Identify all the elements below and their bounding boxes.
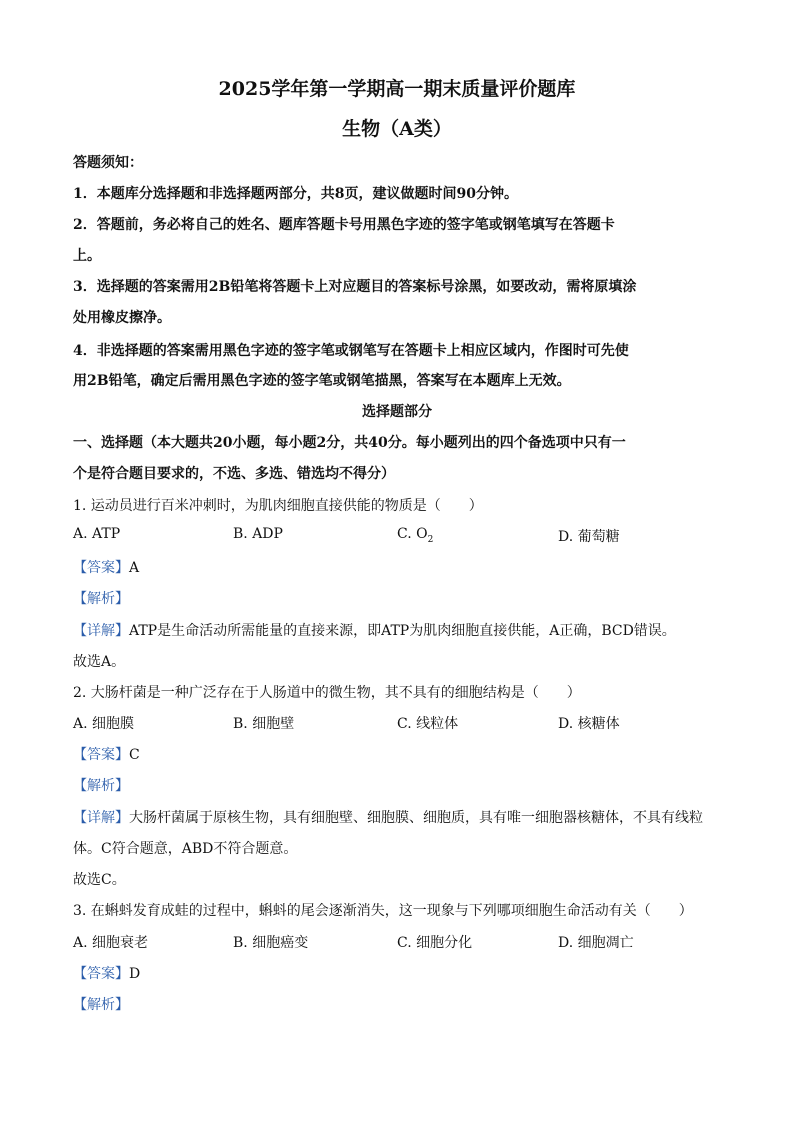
detail-tag: 【详解】	[73, 623, 129, 639]
answer-line	[73, 557, 139, 577]
answer-value: D	[129, 966, 141, 982]
section-title: 选择题部分	[362, 404, 432, 420]
notice-line: 1．本题库分选择题和非选择题两部分，共8页，建议做题时间90分钟。	[73, 186, 518, 202]
answer-line	[73, 744, 140, 764]
subscript: 2	[427, 534, 434, 545]
answer-value: A	[129, 560, 140, 576]
notice-line: 4．非选择题的答案需用黑色字迹的签字笔或钢笔写在答题卡上相应区域内，作图时可先使	[73, 343, 629, 359]
option-c: C. 线粒体	[397, 716, 459, 732]
question-stem: 1. 运动员进行百米冲刺时，为肌肉细胞直接供能的物质是（ ）	[73, 498, 483, 514]
answer-value: C	[129, 747, 140, 763]
notice-line: 3．选择题的答案需用2B铅笔将答题卡上对应题目的答案标号涂黑，如要改动，需将原填涂	[73, 279, 637, 295]
conclusion: 故选C。	[73, 872, 126, 888]
conclusion: 故选A。	[73, 654, 126, 670]
part-intro-line: 个是符合题目要求的，不选、多选、错选均不得分）	[73, 466, 395, 482]
option-a: A. 细胞膜	[73, 716, 135, 732]
detail-line	[73, 620, 676, 640]
detail-line: 体。C符合题意，ABD不符合题意。	[73, 841, 298, 857]
option-c: C. 细胞分化	[397, 935, 473, 951]
analysis-tag: 【解析】	[73, 778, 129, 794]
option-b: B. ADP	[233, 526, 283, 542]
notice-line: 处用橡皮擦净。	[73, 310, 171, 326]
analysis-tag: 【解析】	[73, 997, 129, 1013]
answer-line	[73, 963, 140, 983]
option-d: D. 细胞凋亡	[558, 935, 634, 951]
detail-line	[73, 807, 703, 827]
detail-tag: 【详解】	[73, 810, 129, 826]
exam-title: 2025学年第一学期高一期末质量评价题库	[218, 78, 576, 100]
question-stem: 2. 大肠杆菌是一种广泛存在于人肠道中的微生物，其不具有的细胞结构是（ ）	[73, 685, 581, 701]
notice-heading: 答题须知：	[73, 155, 143, 171]
notice-line: 上。	[73, 248, 101, 264]
option-d: D. 核糖体	[558, 716, 620, 732]
answer-tag: 【答案】	[73, 966, 129, 982]
analysis-tag: 【解析】	[73, 591, 129, 607]
option-c	[397, 526, 433, 545]
exam-subtitle: 生物（A类）	[342, 118, 452, 140]
option-b: B. 细胞癌变	[233, 935, 309, 951]
option-a: A. 细胞衰老	[73, 935, 149, 951]
option-a: A. ATP	[73, 526, 121, 542]
part-intro-line: 一、选择题（本大题共20小题，每小题2分，共40分。每小题列出的四个备选项中只有一	[73, 435, 626, 451]
option-b: B. 细胞壁	[233, 716, 295, 732]
answer-tag: 【答案】	[73, 560, 129, 576]
detail-text: 大肠杆菌属于原核生物，具有细胞壁、细胞膜、细胞质，具有唯一细胞器核糖体，不具有线粒	[129, 810, 703, 826]
answer-tag: 【答案】	[73, 747, 129, 763]
detail-text: ATP是生命活动所需能量的直接来源，即ATP为肌肉细胞直接供能，A正确，BCD错误。	[129, 623, 676, 639]
option-d: D. 葡萄糖	[558, 529, 620, 545]
option-c-text: C. O	[397, 526, 428, 542]
question-stem: 3. 在蝌蚪发育成蛙的过程中，蝌蚪的尾会逐渐消失，这一现象与下列哪项细胞生命活动有关（ ）	[73, 903, 693, 919]
notice-line: 2．答题前，务必将自己的姓名、题库答题卡号用黑色字迹的签字笔或钢笔填写在答题卡	[73, 217, 615, 233]
notice-line: 用2B铅笔，确定后需用黑色字迹的签字笔或钢笔描黑，答案写在本题库上无效。	[73, 373, 571, 389]
